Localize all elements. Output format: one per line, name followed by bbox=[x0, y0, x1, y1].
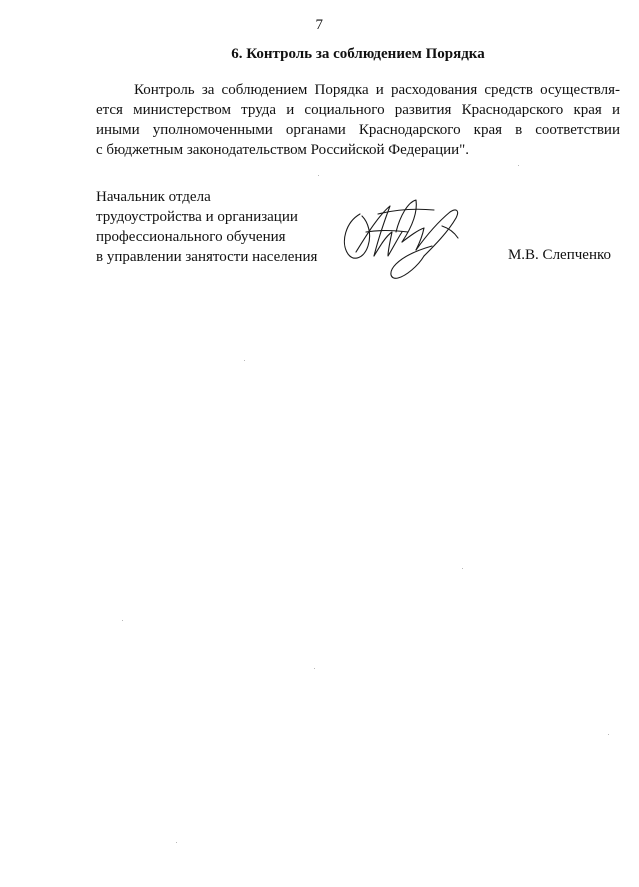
signer-name: М.В. Слепченко bbox=[507, 247, 611, 263]
scan-speck bbox=[518, 165, 519, 166]
paragraph-line: с бюджетным законодательством Российской Федерации". bbox=[96, 142, 470, 158]
signatory-position bbox=[96, 187, 317, 267]
position-line: в управлении занятости населения bbox=[96, 249, 318, 265]
scan-speck bbox=[462, 568, 463, 569]
scan-speck bbox=[244, 360, 245, 361]
scan-speck bbox=[608, 734, 609, 735]
paragraph-line: иными уполномоченными органами Краснодарского края в соответствии bbox=[96, 122, 620, 138]
section-paragraph bbox=[96, 80, 620, 160]
position-line: Начальник отдела bbox=[96, 189, 211, 205]
scan-speck bbox=[176, 842, 177, 843]
position-line: трудоустройства и организации bbox=[96, 209, 298, 225]
position-line: профессионального обучения bbox=[96, 229, 286, 245]
scan-speck bbox=[122, 620, 123, 621]
scan-speck bbox=[318, 175, 319, 176]
handwritten-signature-icon bbox=[338, 192, 468, 287]
page-number: 7 bbox=[315, 17, 324, 33]
scan-speck bbox=[314, 668, 315, 669]
section-heading: 6. Контроль за соблюдением Порядка bbox=[231, 46, 485, 62]
paragraph-line: Контроль за соблюдением Порядка и расходования средств осуществля- bbox=[134, 82, 620, 98]
paragraph-line: ется министерством труда и социального развития Краснодарского края и bbox=[96, 102, 620, 118]
